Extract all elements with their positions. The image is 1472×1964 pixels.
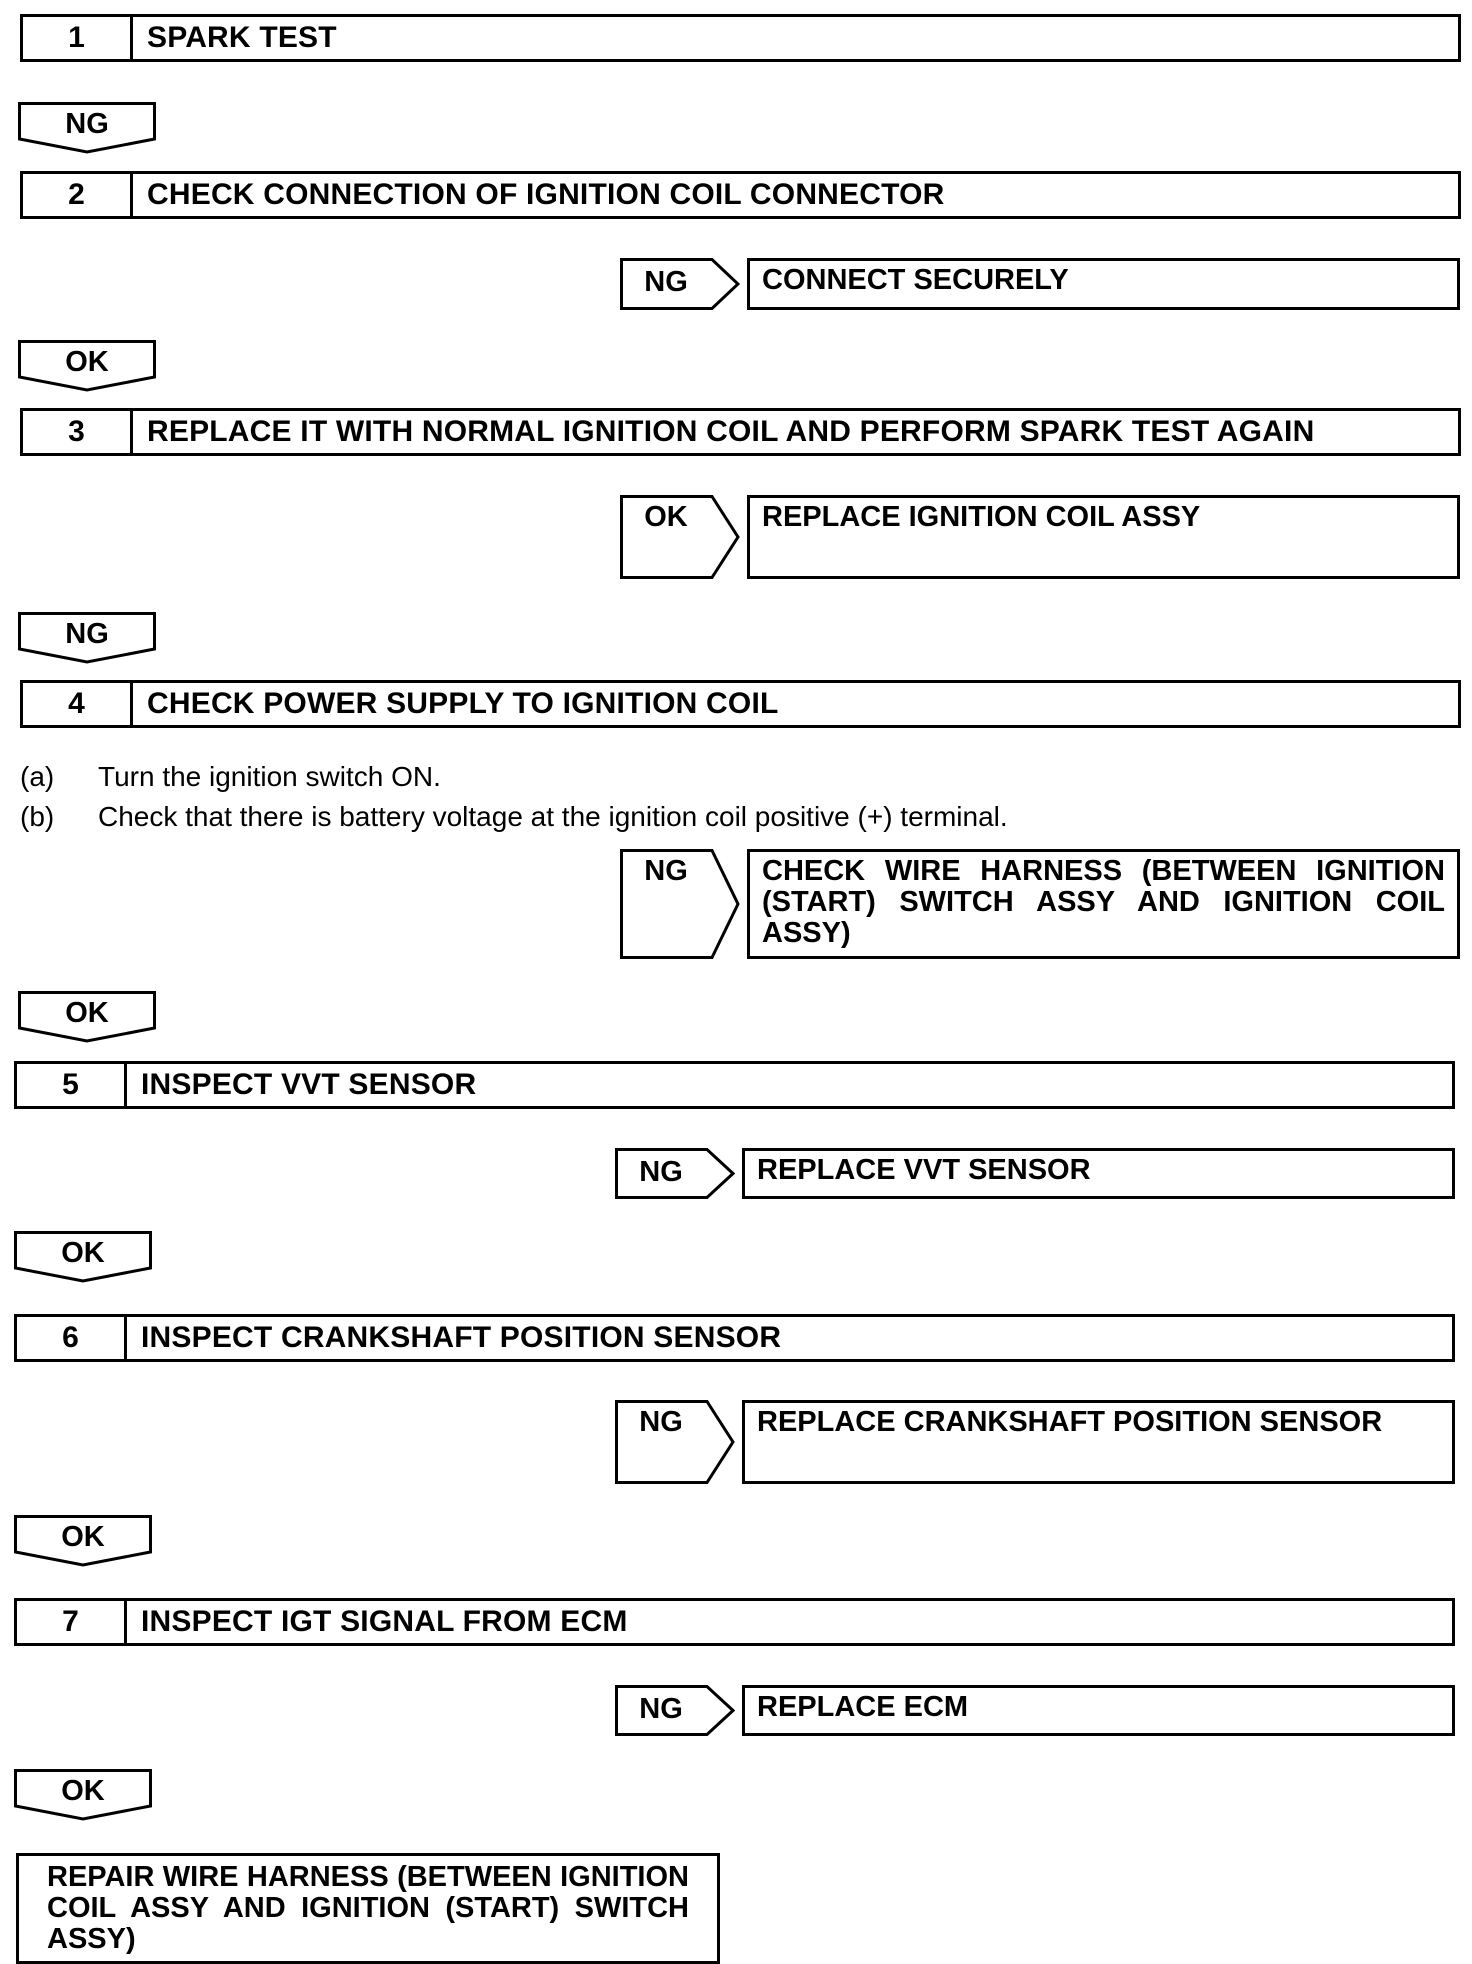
transition-tag-4	[18, 991, 156, 1043]
branch-label: NG	[639, 1693, 683, 1725]
instruction-line	[20, 801, 1008, 833]
step-2-box	[20, 171, 1461, 219]
transition-label: OK	[61, 1521, 105, 1553]
branch-result-box: CONNECT SECURELY	[747, 258, 1460, 310]
branch-tag-1	[620, 258, 740, 310]
transition-tag-1	[18, 102, 156, 154]
step-5-box	[14, 1061, 1455, 1109]
step-number: 2	[23, 174, 133, 216]
transition-label: OK	[61, 1775, 105, 1807]
branch-tag-2	[620, 495, 740, 579]
step-title: REPLACE IT WITH NORMAL IGNITION COIL AND PERFORM SPARK TEST AGAIN	[147, 415, 1315, 448]
branch-tag-3	[620, 849, 740, 959]
transition-label: OK	[65, 346, 109, 378]
step-title: INSPECT IGT SIGNAL FROM ECM	[141, 1605, 628, 1638]
step-1-box	[20, 14, 1461, 62]
branch-label: OK	[644, 501, 688, 533]
branch-tag-4	[615, 1148, 735, 1199]
transition-tag-7	[14, 1769, 152, 1821]
step-number: 6	[17, 1317, 127, 1359]
step-number: 3	[23, 411, 133, 453]
step-title: INSPECT VVT SENSOR	[141, 1068, 477, 1101]
final-result-box: REPAIR WIRE HARNESS (BETWEEN IGNITION COIL ASSY AND IGNITION (START) SWITCH ASSY)	[16, 1853, 720, 1964]
step-7-box	[14, 1598, 1455, 1646]
branch-result-box: CHECK WIRE HARNESS (BETWEEN IGNITION (START) SWITCH ASSY AND IGNITION COIL ASSY)	[747, 849, 1460, 959]
transition-label: OK	[65, 997, 109, 1029]
step-title: SPARK TEST	[147, 21, 337, 54]
branch-label: NG	[639, 1406, 683, 1438]
step-title: CHECK CONNECTION OF IGNITION COIL CONNECTOR	[147, 178, 945, 211]
step-number: 1	[23, 17, 133, 59]
branch-result-box: REPLACE VVT SENSOR	[742, 1148, 1455, 1199]
branch-tag-6	[615, 1685, 735, 1736]
branch-result-box: REPLACE CRANKSHAFT POSITION SENSOR	[742, 1400, 1455, 1484]
step-3-box	[20, 408, 1461, 456]
step-title: CHECK POWER SUPPLY TO IGNITION COIL	[147, 687, 779, 720]
instruction-label: (a)	[20, 761, 55, 792]
branch-label: NG	[639, 1156, 683, 1188]
instruction-label: (b)	[20, 801, 55, 832]
transition-label: NG	[65, 618, 109, 650]
transition-label: OK	[61, 1237, 105, 1269]
transition-tag-2	[18, 340, 156, 392]
transition-tag-3	[18, 612, 156, 664]
step-title: INSPECT CRANKSHAFT POSITION SENSOR	[141, 1321, 782, 1354]
step-number: 7	[17, 1601, 127, 1643]
step-number: 4	[23, 683, 133, 725]
instruction-line	[20, 761, 441, 793]
step-4-box	[20, 680, 1461, 728]
instruction-text: Turn the ignition switch ON.	[98, 761, 441, 792]
branch-tag-5	[615, 1400, 735, 1484]
branch-result-box: REPLACE IGNITION COIL ASSY	[747, 495, 1460, 579]
step-number: 5	[17, 1064, 127, 1106]
branch-label: NG	[644, 855, 688, 887]
instruction-text: Check that there is battery voltage at the ignition coil positive (+) terminal.	[98, 801, 1008, 832]
transition-tag-5	[14, 1231, 152, 1283]
step-6-box	[14, 1314, 1455, 1362]
branch-result-box: REPLACE ECM	[742, 1685, 1455, 1736]
branch-label: NG	[644, 266, 688, 298]
transition-label: NG	[65, 108, 109, 140]
transition-tag-6	[14, 1515, 152, 1567]
